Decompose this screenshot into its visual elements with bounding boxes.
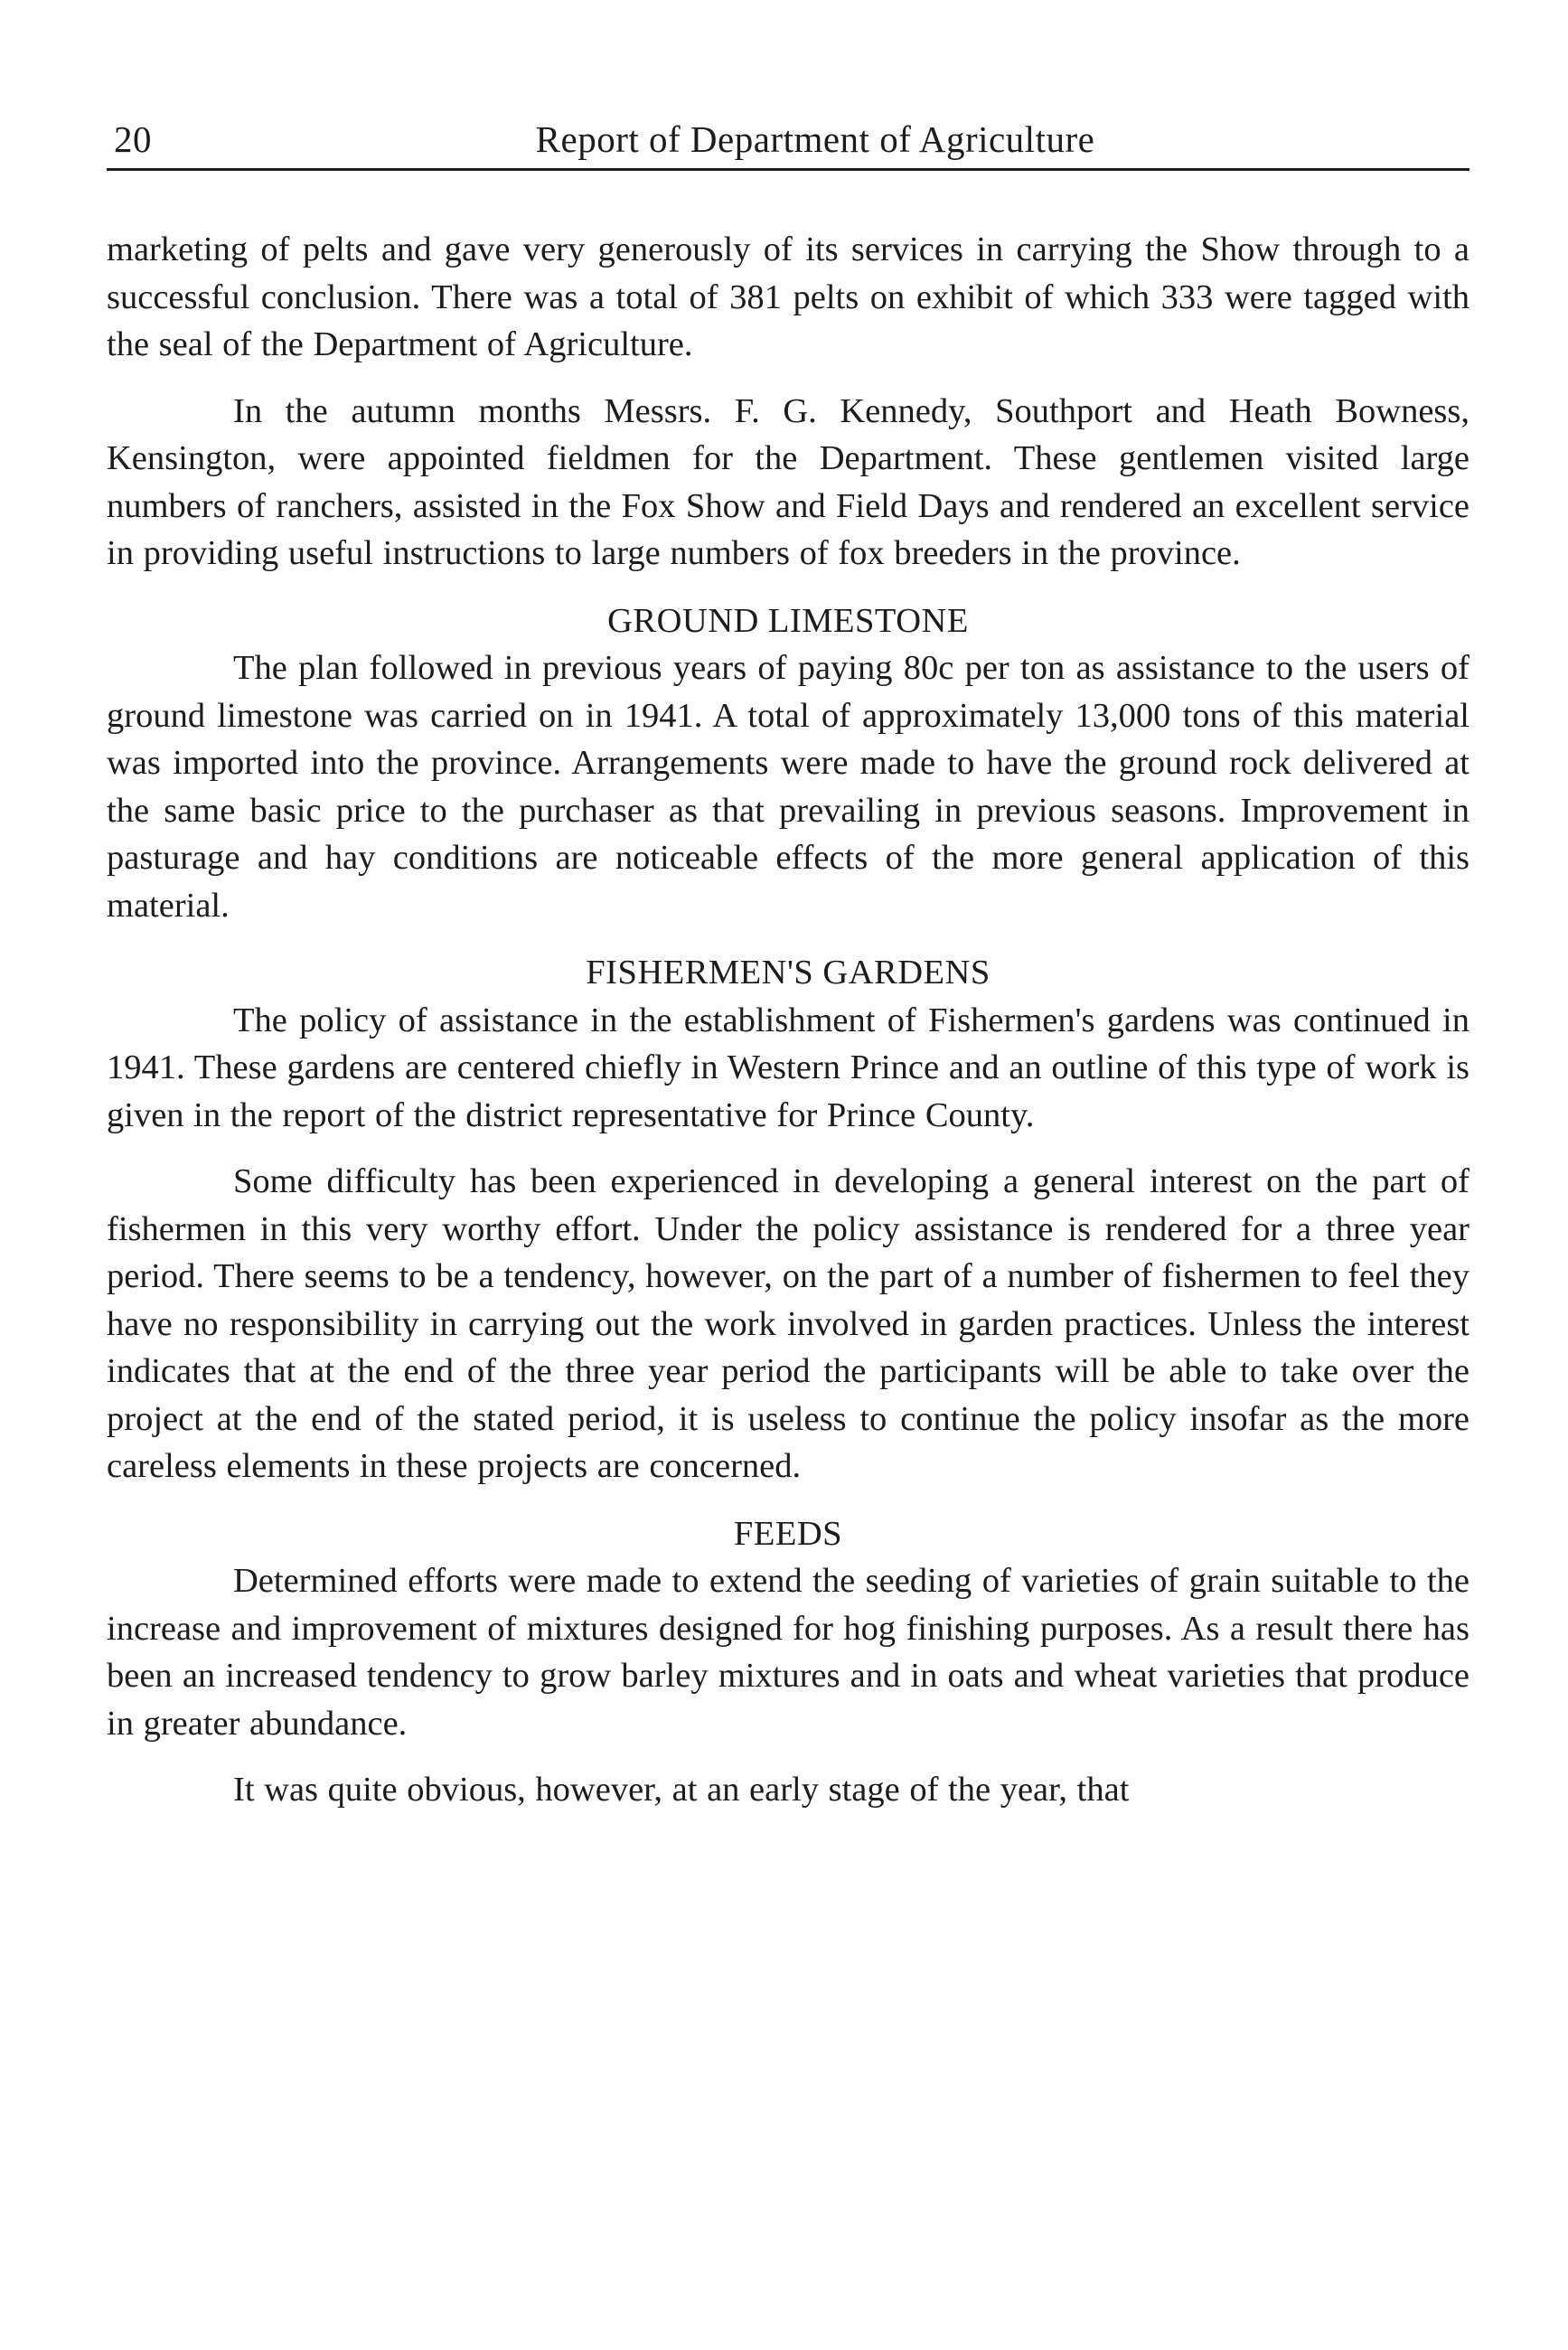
paragraph-fieldmen: In the autumn months Messrs. F. G. Kennedy, Southport and Heath Bowness, Kensington, were appointed fieldmen for the Department. These gentlemen visited large numbers of ranchers, assisted in the Fox Show and Field Days and rendered an excellent service in providing useful instructions to large numbers of fox breeders in the province. — [107, 391, 1469, 572]
running-head-title: Report of Department of Agriculture — [535, 118, 1095, 160]
paragraph-limestone: The plan followed in previous years of paying 80c per ton as assistance to the users of ground limestone was carried on in 1941. A total of approximately 13,000 tons of this material was imported into the province. Arrangements were made to have the ground rock delivered at the same basic price to the purchaser as that prevailing in previous seasons. Improvement in pasturage and hay conditions are noticeable effects of the more general application of this material. — [107, 649, 1469, 925]
page-number: 20 — [114, 118, 152, 160]
section-heading-feeds: FEEDS — [733, 1514, 843, 1553]
paragraph-feeds-continued: It was quite obvious, however, at an early stage of the year, that — [233, 1771, 1130, 1809]
paragraph-pelts-continued: marketing of pelts and gave very generously of its services in carrying the Show through to a successful conclusion. There was a total of 381 pelts on exhibit of which 333 were tagged with the seal of the Department of Agriculture. — [107, 230, 1469, 363]
paragraph-feeds: Determined efforts were made to extend the seeding of varieties of grain suitable to the increase and improvement of mixtures designed for hog finishing purposes. As a result there has been an increased tendency to grow barley mixtures and in oats and wheat varieties that produce in greater abundance. — [107, 1562, 1469, 1743]
section-heading-fishermens-gardens: FISHERMEN'S GARDENS — [586, 954, 991, 992]
paragraph-gardens-difficulty: Some difficulty has been experienced in developing a general interest on the part of fishermen in this very worthy effort. Under the policy assistance is rendered for a three year period. There seems to be a tendency, however, on the part of a number of fishermen to feel they have no responsibility in carrying out the work involved in garden practices. Unless the interest indicates that at the end of the three year period the participants will be able to take over the project at the end of the stated period, it is useless to continue the policy insofar as the more careless elements in these projects are concerned. — [107, 1162, 1469, 1485]
section-heading-ground-limestone: GROUND LIMESTONE — [607, 601, 969, 640]
paragraph-gardens-policy: The policy of assistance in the establishment of Fishermen's gardens was continued in 1941. These gardens are centered chiefly in Western Prince and an outline of this type of work is given in the report of the district representative for Prince County. — [107, 1001, 1469, 1134]
body-text — [107, 226, 1469, 1814]
running-head — [107, 112, 1469, 171]
